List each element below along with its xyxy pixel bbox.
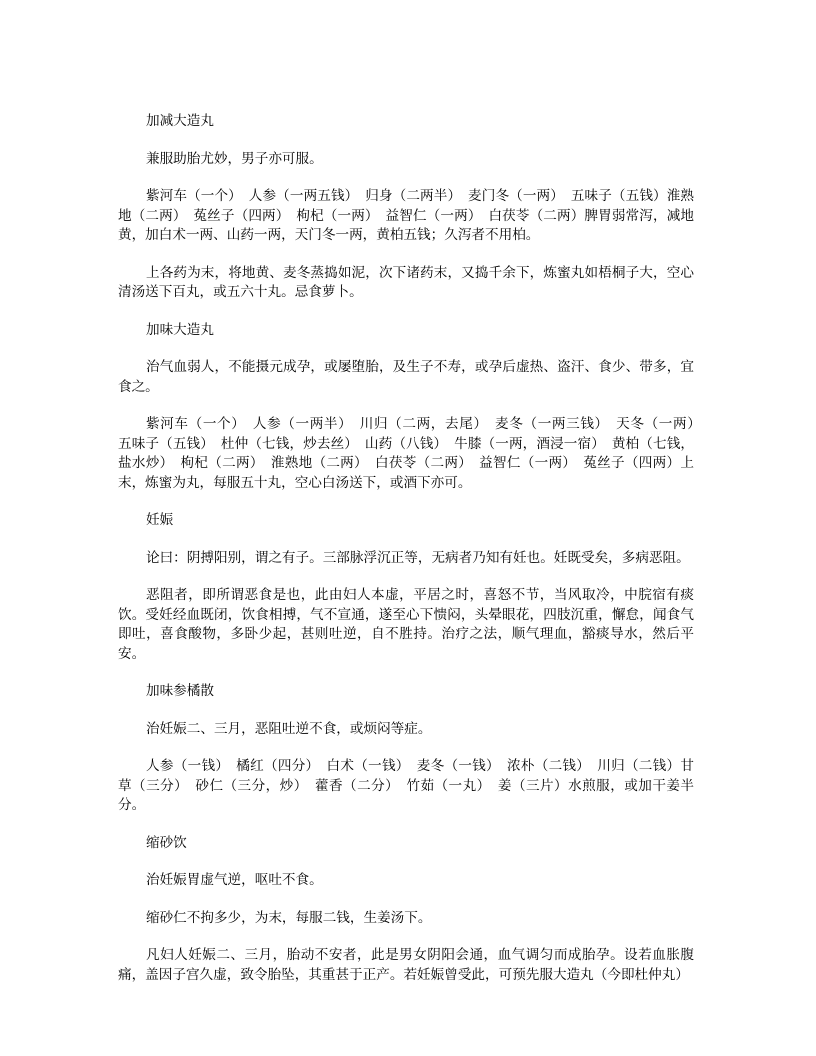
paragraph: 恶阻者，即所谓恶食是也，此由妇人本虚，平居之时，喜怒不节，当风取冷，中脘宿有痰饮。受妊经血既闭，饮食相搏，气不宣通，遂至心下愦闷，头晕眼花，四肢沉重，懈怠，闻食气即吐，喜食酸物，多卧少起，甚则吐逆，自不胜持。治疗之法，顺气理血，豁痰导水，然后平安。 (118, 587, 694, 662)
section-heading: 加减大造丸 (146, 113, 214, 129)
section-heading: 加味大造丸 (146, 321, 214, 338)
paragraph: 治妊娠二、三月，恶阻吐逆不食，或烦闷等症。 (146, 720, 432, 737)
paragraph: 紫河车（一个） 人参（一两五钱） 归身（二两半） 麦门冬（一两） 五味子（五钱）淮熟地（二两） 菟丝子（四两） 枸杞（一两） 益智仁（一两） 白茯苓（二两）脾胃弱常泻，减地黄，加白术一两、山药一两，天门冬一两，黄柏五钱；久泻者不用柏。 (118, 188, 694, 243)
section-heading: 妊娠 (146, 512, 174, 528)
document-body (118, 112, 708, 1003)
paragraph: 缩砂仁不拘多少，为末，每服二钱，生姜汤下。 (146, 909, 432, 926)
section-heading: 加味参橘散 (146, 683, 214, 699)
paragraph: 治妊娠胃虚气逆，呕吐不食。 (146, 872, 323, 888)
paragraph: 人参（一钱） 橘红（四分） 白术（一钱） 麦冬（一钱） 浓朴（二钱） 川归（二钱）甘草（三分） 砂仁（三分，炒） 藿香（二分） 竹茹（一丸） 姜（三片）水煎服，或加干姜半分。 (118, 758, 694, 813)
paragraph: 论曰：阴搏阳别，谓之有子。三部脉浮沉正等，无病者乃知有妊也。妊既受矣，多病恶阻。 (146, 549, 690, 566)
section-heading: 缩砂饮 (146, 834, 187, 851)
paragraph: 治气血弱人，不能摄元成孕，或屡堕胎，及生子不寿，或孕后虚热、盗汗、食少、带多，宜食之。 (118, 359, 694, 395)
paragraph: 紫河车（一个） 人参（一两半） 川归（二两，去尾） 麦冬（一两三钱） 天冬（一两） 五味子（五钱） 杜仲（七钱，炒去丝） 山药（八钱） 牛膝（一两，酒浸一宿） 黄柏（七钱，盐水炒） 枸杞（二两） 淮熟地（二两） 白茯苓（二两） 益智仁（一两） 菟丝子（四两）上末，炼蜜为丸，每服五十丸，空心白汤送下，或酒下亦可。 (118, 416, 708, 491)
paragraph: 凡妇人妊娠二、三月，胎动不安者，此是男女阴阳会通，血气调匀而成胎孕。设若血胀腹痛，盖因子宫久虚，致令胎坠，其重甚于正产。若妊娠曾受此，可预先服大造丸（今即杜仲丸） (118, 947, 694, 983)
paragraph: 兼服助胎尤妙，男子亦可服。 (146, 150, 323, 167)
paragraph: 上各药为末，将地黄、麦冬蒸捣如泥，次下诸药末，又捣千余下，炼蜜丸如梧桐子大，空心清汤送下百丸，或五六十丸。忌食萝卜。 (118, 264, 694, 300)
